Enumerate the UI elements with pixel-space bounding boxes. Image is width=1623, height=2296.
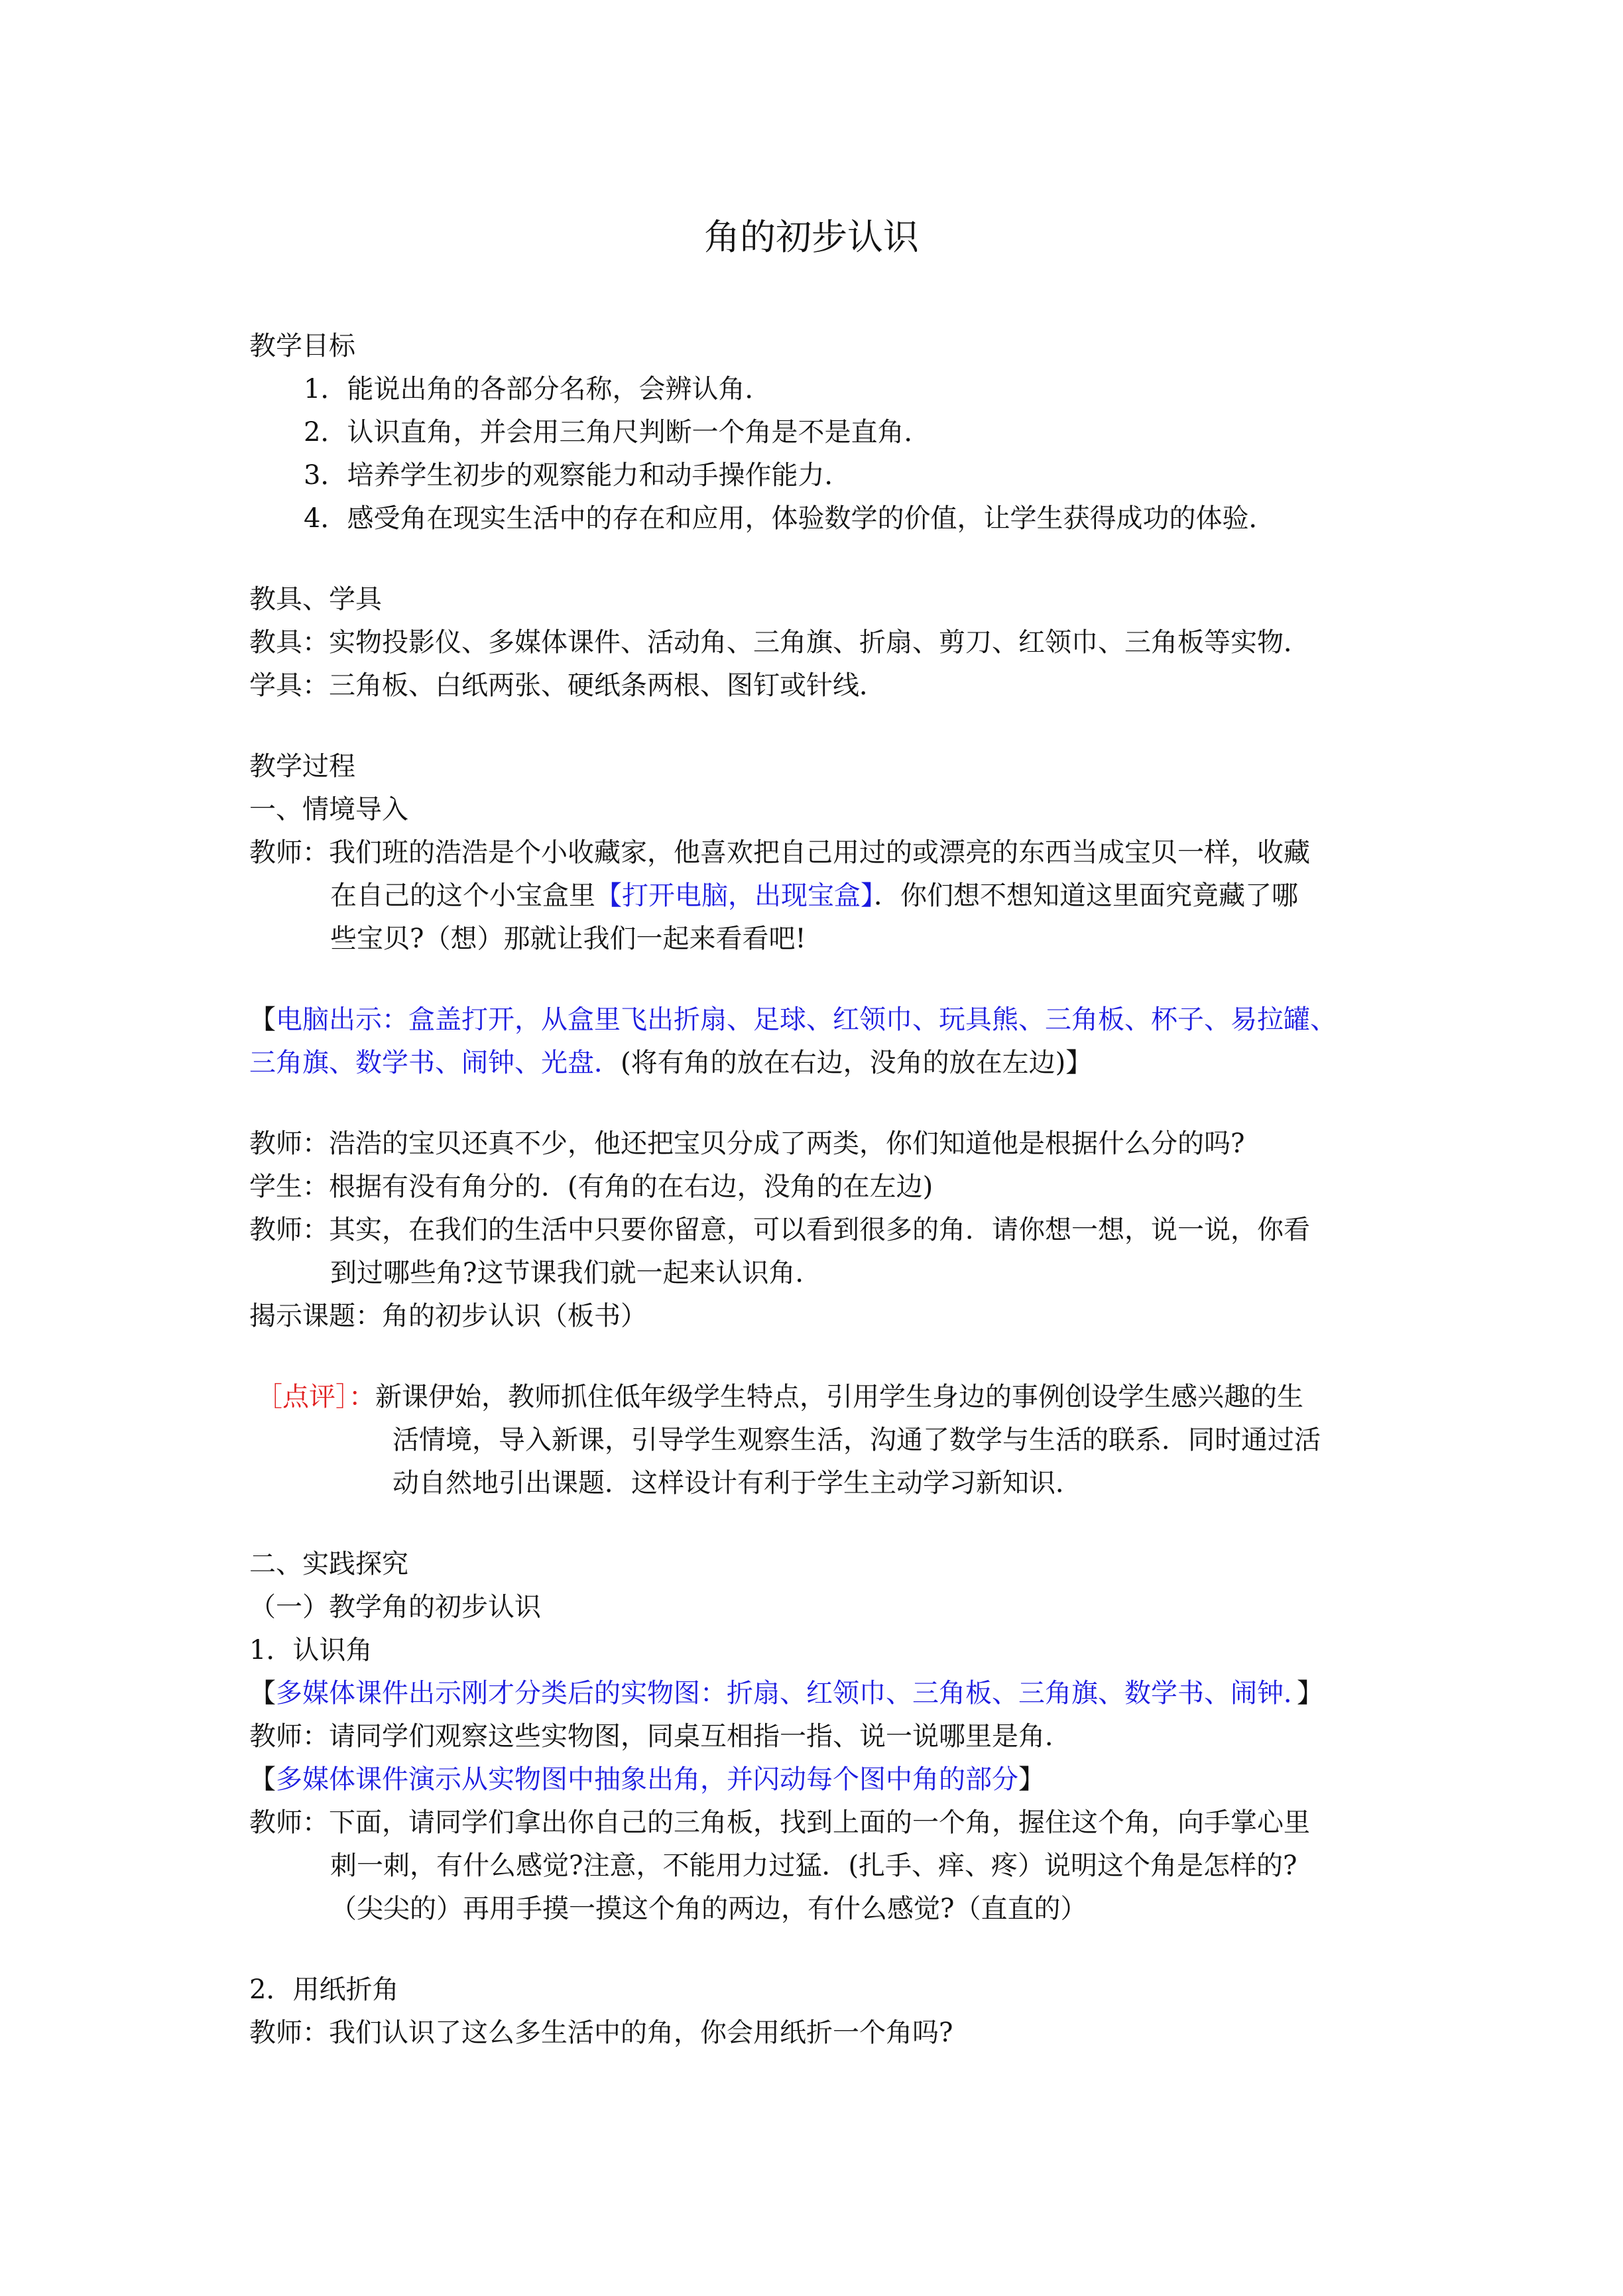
media-cue-line bbox=[249, 1758, 1045, 1801]
screen-cue-line bbox=[249, 998, 1337, 1041]
teacher-line: 教师：请同学们观察这些实物图，同桌互相指一指、说一说哪里是角． bbox=[249, 1721, 1071, 1752]
item-heading: 2．用纸折角 bbox=[249, 1974, 399, 2005]
bracket-close: 】 bbox=[1297, 1678, 1323, 1709]
objectives-heading: 教学目标 bbox=[249, 331, 355, 361]
document-title: 角的初步认识 bbox=[704, 216, 919, 258]
teacher-line: 教师：我们班的浩浩是个小收藏家，他喜欢把自己用过的或漂亮的东西当成宝贝一样，收藏 bbox=[249, 837, 1310, 868]
teacher-text: 在自己的这个小宝盒里 bbox=[330, 880, 595, 911]
bracket-open: 【 bbox=[249, 1764, 276, 1795]
bracket-open: 【 bbox=[249, 1678, 276, 1709]
teacher-line-continued: 到过哪些角?这节课我们就一起来认识角． bbox=[330, 1258, 822, 1288]
section-heading: 二、实践探究 bbox=[249, 1549, 408, 1579]
objective-item: 3．培养学生初步的观察能力和动手操作能力． bbox=[304, 460, 851, 491]
screen-cue-text: 电脑出示：盒盖打开，从盒里飞出折扇、足球、红领巾、玩具熊、三角板、杯子、易拉罐、 bbox=[276, 1004, 1337, 1035]
screen-cue-text: 三角旗、数学书、闹钟、光盘． bbox=[249, 1048, 621, 1078]
teacher-line: 教师：下面，请同学们拿出你自己的三角板，找到上面的一个角，握住这个角，向手掌心里 bbox=[249, 1807, 1310, 1838]
media-cue-line bbox=[249, 1672, 1323, 1715]
teacher-text: ．你们想不想知道这里面究竟藏了哪 bbox=[874, 880, 1298, 911]
tools-heading: 教具、学具 bbox=[249, 584, 382, 615]
objective-item: 4．感受角在现实生活中的存在和应用，体验数学的价值，让学生获得成功的体验． bbox=[304, 503, 1276, 534]
comment-line-continued: 动自然地引出课题．这样设计有利于学生主动学习新知识． bbox=[392, 1468, 1082, 1498]
process-heading: 教学过程 bbox=[249, 751, 355, 782]
teacher-tools: 教具：实物投影仪、多媒体课件、活动角、三角旗、折扇、剪刀、红领巾、三角板等实物． bbox=[249, 627, 1310, 658]
student-line: 学生：根据有没有角分的．(有角的在右边，没角的在左边) bbox=[249, 1172, 933, 1202]
teacher-line: 教师：我们认识了这么多生活中的角，你会用纸折一个角吗? bbox=[249, 2018, 953, 2048]
screen-cue-line bbox=[249, 1042, 1092, 1084]
media-cue: 【打开电脑，出现宝盒】 bbox=[595, 880, 874, 911]
screen-cue-note: (将有角的放在右边，没角的放在左边)】 bbox=[621, 1048, 1093, 1078]
teacher-line-continued bbox=[330, 875, 1298, 917]
objective-item: 2．认识直角，并会用三角尺判断一个角是不是直角． bbox=[304, 417, 931, 448]
media-cue-text: 多媒体课件演示从实物图中抽象出角，并闪动每个图中角的部分 bbox=[276, 1764, 1018, 1795]
comment-line bbox=[256, 1376, 1303, 1418]
subsection-heading: （一）教学角的初步认识 bbox=[249, 1592, 541, 1622]
comment-line-continued: 活情境，导入新课，引导学生观察生活，沟通了数学与生活的联系．同时通过活 bbox=[392, 1425, 1321, 1455]
student-tools: 学具：三角板、白纸两张、硬纸条两根、图钉或针线． bbox=[249, 670, 886, 701]
teacher-line-continued: 刺一刺，有什么感觉?注意，不能用力过猛．(扎手、痒、疼）说明这个角是怎样的? bbox=[330, 1850, 1297, 1881]
bracket-close: 】 bbox=[1018, 1764, 1045, 1795]
section-heading: 一、情境导入 bbox=[249, 794, 408, 825]
bracket-open: 【 bbox=[249, 1004, 276, 1035]
comment-label: ［点评］： bbox=[256, 1382, 375, 1412]
media-cue-text: 多媒体课件出示刚才分类后的实物图：折扇、红领巾、三角板、三角旗、数学书、闹钟． bbox=[276, 1678, 1297, 1709]
topic-reveal: 揭示课题：角的初步认识（板书） bbox=[249, 1301, 647, 1331]
teacher-line-continued: （尖尖的）再用手摸一摸这个角的两边，有什么感觉?（直直的） bbox=[330, 1894, 1087, 1924]
teacher-line: 教师：浩浩的宝贝还真不少，他还把宝贝分成了两类，你们知道他是根据什么分的吗? bbox=[249, 1128, 1245, 1159]
comment-text: 新课伊始，教师抓住低年级学生特点，引用学生身边的事例创设学生感兴趣的生 bbox=[375, 1382, 1303, 1412]
objective-item: 1．能说出角的各部分名称，会辨认角． bbox=[304, 374, 772, 404]
teacher-line: 教师：其实，在我们的生活中只要你留意，可以看到很多的角．请你想一想，说一说，你看 bbox=[249, 1215, 1310, 1245]
teacher-line-continued: 些宝贝?（想）那就让我们一起来看看吧! bbox=[330, 924, 806, 954]
item-heading: 1．认识角 bbox=[249, 1635, 373, 1665]
